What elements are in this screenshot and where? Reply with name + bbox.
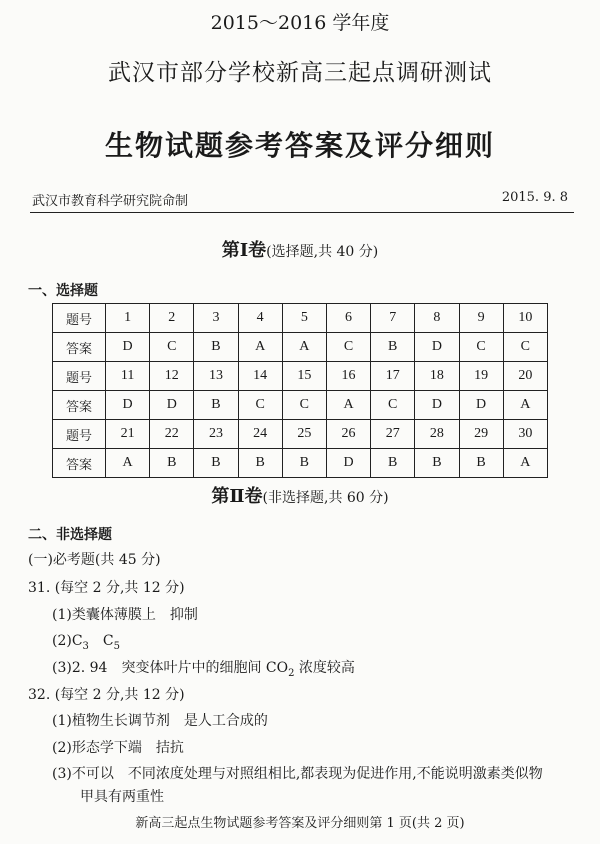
question-cell: 19 [459,362,503,391]
q31-a2-prefix: (2)C [52,633,83,649]
question-cell: 28 [415,420,459,449]
answer-cell: A [503,449,547,478]
question-cell: 20 [503,362,547,391]
q31-answer-2 [52,630,120,652]
question-cell: 12 [150,362,194,391]
part2-heading [0,482,600,508]
part2-note: (非选择题,共 60 分) [262,490,389,506]
question-cell: 18 [415,362,459,391]
question-cell: 14 [238,362,282,391]
q31-a2-sub1: 3 [82,640,89,652]
part1-note: (选择题,共 40 分) [266,244,379,260]
q32-answer-1: (1)植物生长调节剂 是人工合成的 [52,713,268,729]
q31-a3-sub: 2 [288,667,295,679]
part1-heading [0,236,600,262]
q31-a3-suffix: 浓度较高 [294,660,355,676]
answer-cell: B [194,333,238,362]
answer-cell: C [238,391,282,420]
question-cell: 8 [415,304,459,333]
table-row [53,362,548,391]
answer-cell: B [194,449,238,478]
answer-cell: C [459,333,503,362]
question-cell: 13 [194,362,238,391]
answer-cell: D [106,333,150,362]
q32-answer-3: (3)不可以 不同浓度处理与对照组相比,都表现为促进作用,不能说明激素类似物 [52,766,543,782]
part1-label: 第Ⅰ卷 [221,240,267,261]
question-cell: 4 [238,304,282,333]
answer-cell: C [282,391,326,420]
compiler-label: 武汉市教育科学研究院命制 [32,194,189,209]
question-cell: 25 [282,420,326,449]
question-cell: 6 [326,304,370,333]
q31-heading: 31. (每空 2 分,共 12 分) [28,580,185,596]
answer-cell: B [238,449,282,478]
answer-label-cell: 答案 [53,449,106,478]
section-nonchoice-heading: 二、非选择题 [28,527,112,543]
answer-cell: A [106,449,150,478]
question-cell: 9 [459,304,503,333]
q32-answer-3-continued: 甲具有两重性 [80,789,164,805]
table-row [53,333,548,362]
question-cell: 17 [371,362,415,391]
answer-label-cell: 答案 [53,333,106,362]
question-cell: 16 [326,362,370,391]
answer-cell: B [194,391,238,420]
answer-cell: D [415,391,459,420]
q31-a3-prefix: (3)2. 94 突变体叶片中的细胞间 CO [52,660,289,676]
question-cell: 23 [194,420,238,449]
question-cell: 30 [503,420,547,449]
date-label: 2015. 9. 8 [501,190,568,205]
question-cell: 24 [238,420,282,449]
answer-cell: A [503,391,547,420]
question-label-cell: 题号 [53,362,106,391]
school-year: 2015～2016 学年度 [210,12,390,34]
part2-label: 第Ⅱ卷 [211,486,263,507]
answer-cell: C [150,333,194,362]
question-cell: 1 [106,304,150,333]
answer-label-cell: 答案 [53,391,106,420]
question-cell: 5 [282,304,326,333]
document-title: 生物试题参考答案及评分细则 [104,129,495,162]
exam-name: 武汉市部分学校新高三起点调研测试 [108,60,492,86]
answer-cell: D [326,449,370,478]
answer-cell: D [459,391,503,420]
question-cell: 11 [106,362,150,391]
question-cell: 26 [326,420,370,449]
question-cell: 29 [459,420,503,449]
answer-cell: C [503,333,547,362]
question-cell: 10 [503,304,547,333]
answer-cell: A [282,333,326,362]
answer-cell: C [326,333,370,362]
table-row [53,420,548,449]
answer-cell: D [150,391,194,420]
answer-cell: A [326,391,370,420]
question-cell: 21 [106,420,150,449]
q31-answer-3 [52,657,355,679]
answer-table [52,303,548,478]
answer-cell: B [371,333,415,362]
header-divider [30,212,574,213]
question-cell: 27 [371,420,415,449]
answer-cell: B [415,449,459,478]
question-cell: 22 [150,420,194,449]
q31-answer-1: (1)类囊体薄膜上 抑制 [52,607,198,623]
answer-cell: C [371,391,415,420]
question-cell: 2 [150,304,194,333]
question-label-cell: 题号 [53,304,106,333]
answer-cell: B [282,449,326,478]
answer-cell: B [150,449,194,478]
table-row [53,449,548,478]
section-choice-heading: 一、选择题 [28,283,98,299]
table-row [53,304,548,333]
answer-cell: B [371,449,415,478]
answer-cell: D [415,333,459,362]
question-label-cell: 题号 [53,420,106,449]
question-cell: 15 [282,362,326,391]
q31-a2-sub2: 5 [113,640,121,652]
required-heading: (一)必考题(共 45 分) [28,552,161,568]
table-row [53,391,548,420]
answer-cell: D [106,391,150,420]
answer-cell: A [238,333,282,362]
answer-cell: B [459,449,503,478]
q31-a2-mid: C [88,633,114,649]
question-cell: 7 [371,304,415,333]
q32-heading: 32. (每空 2 分,共 12 分) [28,687,185,703]
q32-answer-2: (2)形态学下端 拮抗 [52,740,184,756]
question-cell: 3 [194,304,238,333]
page-footer: 新高三起点生物试题参考答案及评分细则第 1 页(共 2 页) [135,816,465,831]
